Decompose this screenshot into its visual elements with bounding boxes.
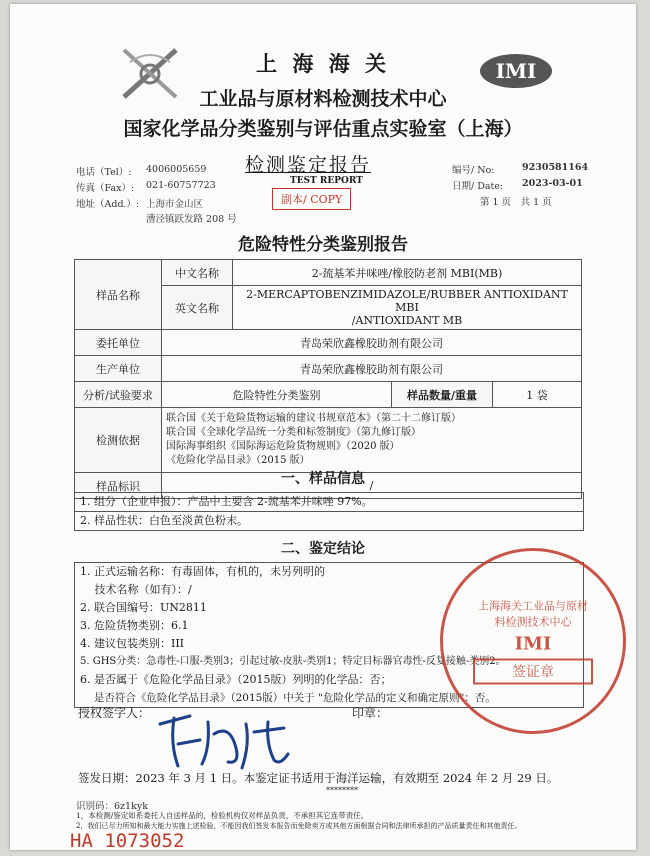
fax-label: 传真（Fax）: [76,183,135,194]
id-code: 识别码：6z1kyk [76,801,148,812]
tel-label: 电话（Tel）: [76,167,132,178]
requirement-value: 危险特性分类鉴别 [162,382,392,408]
section2-item: 2. 联合国编号：UN2811 [80,601,207,614]
header-line2: 工业品与原材料检测技术中心 [199,88,447,110]
client-label: 委托单位 [75,330,162,356]
header-line3: 国家化学品分类鉴别与评估重点实验室（上海） [123,118,523,140]
report-no-label: 编号/ No: [452,165,495,176]
serial-number: HA 1073052 [70,830,185,850]
section1-box [74,492,584,531]
cn-name-label: 中文名称 [162,260,233,286]
addr-line2: 漕泾镇跃发路 208 号 [146,214,237,225]
report-title: 检测鉴定报告 [245,154,372,176]
report-subtitle: TEST REPORT [290,176,363,186]
fax-value: 021-60757723 [146,180,216,191]
seal-org-text: 上海海关工业品与原材料检测技术中心 [478,599,588,629]
addr-label: 地址（Add.）: [76,199,140,210]
section2-item: 6. 是否属于《危险化学品目录》（2015版）列明的化学品：否； [80,673,392,686]
report-date: 2023-03-01 [522,178,583,189]
copy-stamp: 副本/ COPY [272,188,351,210]
section1-title: 一、样品信息 [281,471,365,487]
header-line1: 上 海 海 关 [256,51,390,76]
mark-label: 样品标识 [75,473,162,499]
quantity-label: 样品数量/重量 [392,382,493,408]
section2-title: 二、鉴定结论 [281,541,365,557]
report-no: 9230581164 [522,162,589,173]
section2-item: 是否符合《危险化学品目录》（2015版）中关于 "危险化学品的定义和确定原则"：否。 [80,692,496,704]
requirement-label: 分析/试验要求 [75,382,162,408]
basis-value [162,408,582,473]
producer-label: 生产单位 [75,356,162,382]
sample-name-label: 样品名称 [75,260,162,330]
seal-imi-mark: IMI [514,633,552,655]
stamp-label: 印章： [352,706,389,720]
en-name-line1: 2-MERCAPTOBENZIMIDAZOLE/RUBBER ANTIOXIDANT MBI [246,288,568,314]
section2-item: 4. 建议包装类别：III [80,637,185,650]
basis-line: 联合国《关于危险货物运输的建议书规章范本》（第二十二修订版） [166,413,461,424]
cn-name-value: 2-巯基苯并咪唑/橡胶防老剂 MBI(MB) [233,260,582,286]
section2-item: 3. 危险货物类别：6.1 [80,619,189,632]
svg-text:IMI: IMI [495,59,537,83]
en-name-value [233,286,582,330]
report-date-label: 日期/ Date: [452,181,504,192]
quantity-value: 1 袋 [493,382,582,408]
mark-value: / [162,473,582,499]
tel-value: 4006005659 [146,164,207,175]
client-value: 青岛荣欣鑫橡胶助剂有限公司 [162,330,582,356]
footnote-2: 2，我们已尽力所知和最大能力实施上述检验，不能因我们签发本报告而免除卖方或其他方面根据合同和法律所承担的产品质量责任和其他责任。 [76,822,522,830]
sample-info-table [74,259,582,499]
end-stars: ******** [326,786,358,795]
report-page [10,4,636,850]
signer-label: 授权签字人： [78,706,151,720]
producer-value: 青岛荣欣鑫橡胶助剂有限公司 [162,356,582,382]
section1-item: 1. 组分（企业申报）：产品中主要含 2-巯基苯并咪唑 97%。 [75,493,583,512]
official-seal [440,548,626,734]
report-pages: 第 1 页 共 1 页 [480,197,552,208]
seal-inner [473,598,593,685]
basis-label: 检测依据 [75,408,162,473]
seal-label: 签证章 [473,659,593,685]
section1-item: 2. 样品性状：白色至淡黄色粉末。 [80,514,248,527]
basis-line: 联合国《全球化学品统一分类和标签制度》（第九修订版） [166,427,421,438]
section2-item: 5. GHS分类：急毒性-口服-类别3；引起过敏-皮肤-类别1；特定目标器官毒性-反复接触-类别2。 [80,656,506,667]
footnote-1: 1，本检测/鉴定如系委托人自送样品的，检验机构仅对样品负责，不承担其它连带责任。 [76,811,369,820]
addr-line1: 上海市金山区 [146,199,204,210]
en-name-label: 英文名称 [162,286,233,330]
basis-line: 《危险化学品目录》（2015 版） [166,455,310,466]
issue-date: 签发日期：2023 年 3 月 1 日。本鉴定证书适用于海洋运输，有效期至 2024 年 2 月 29 日。 [78,771,559,785]
en-name-line2: /ANTIOXIDANT MB [351,314,463,327]
main-title: 危险特性分类鉴别报告 [238,235,408,255]
signature-icon [150,704,300,774]
section2-item: 1. 正式运输名称：有毒固体，有机的，未另列明的 [80,565,325,578]
basis-line: 国际海事组织《国际海运危险货物规则》（2020 版） [166,441,400,452]
section2-item: 技术名称（如有）：/ [80,583,192,596]
